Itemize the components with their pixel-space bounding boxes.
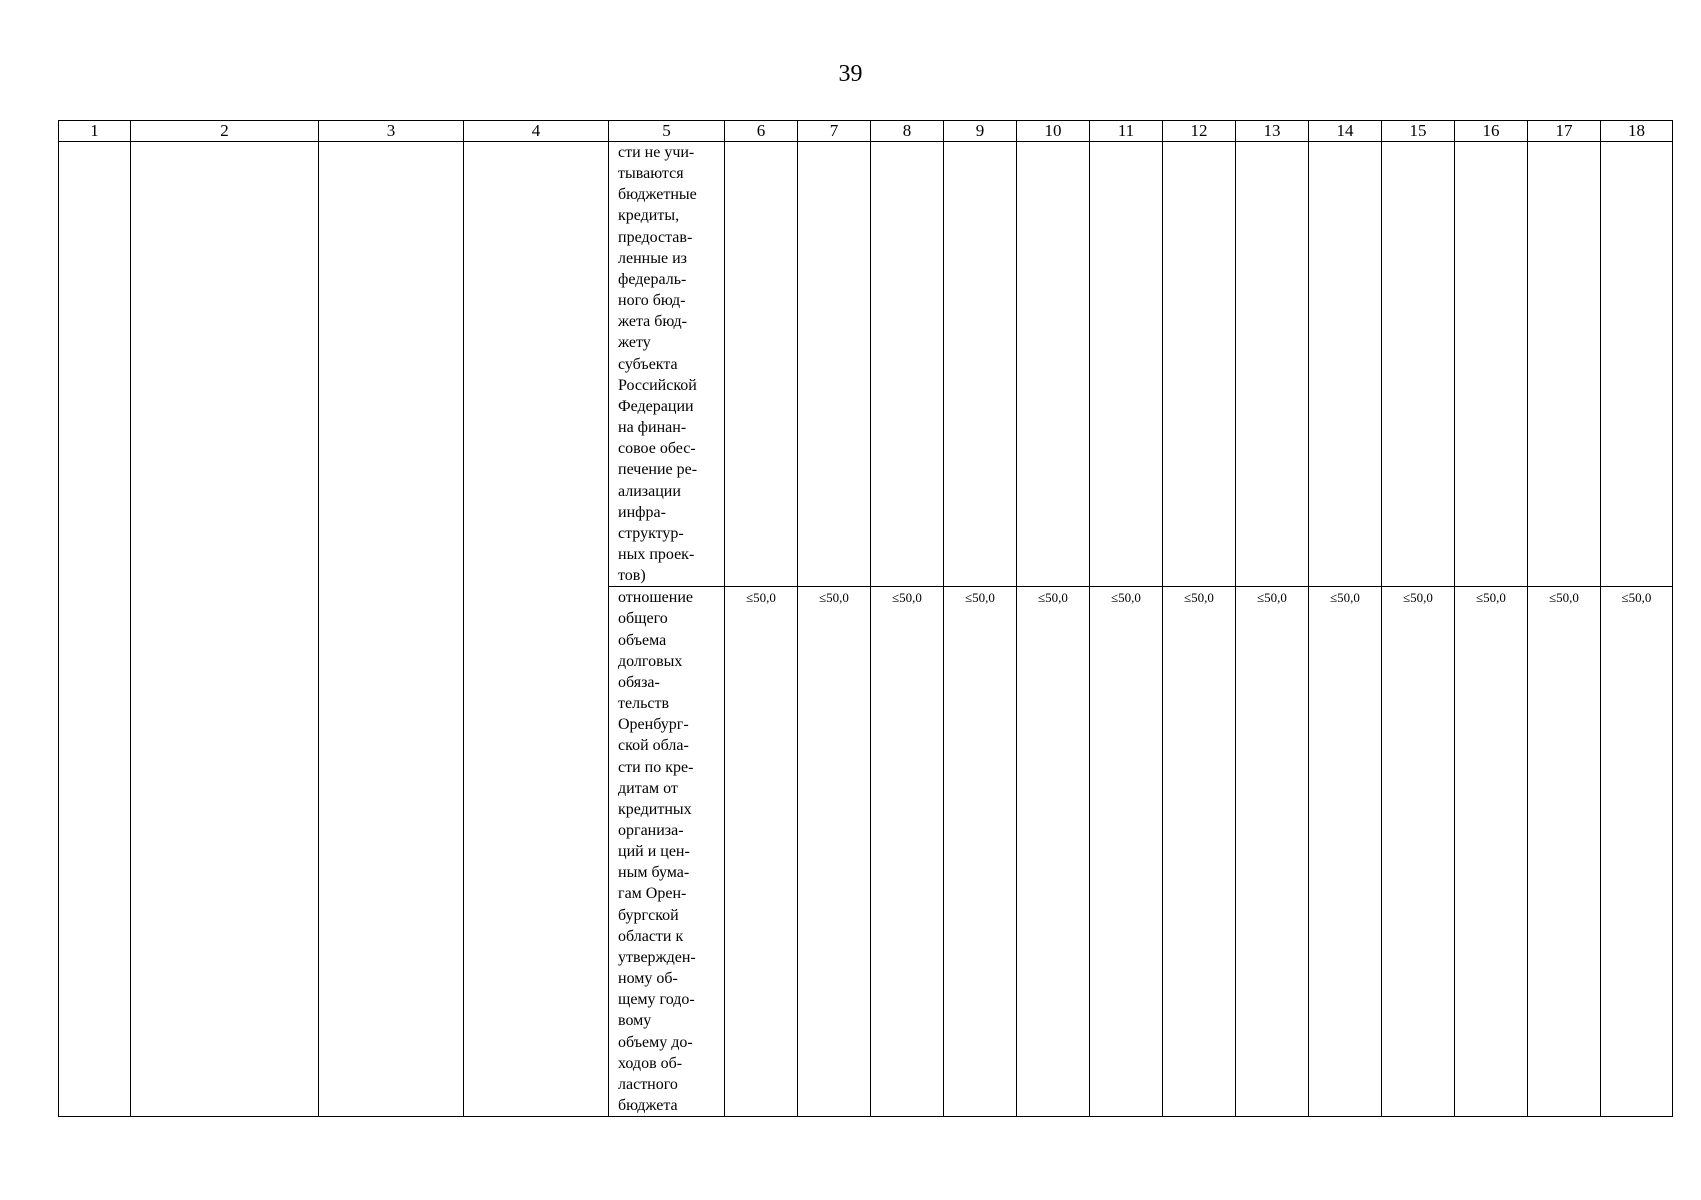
value-cell [1017, 142, 1090, 587]
text-line: объема [618, 631, 667, 649]
table-cell-empty [319, 142, 464, 1117]
text-line: утвержден- [618, 948, 696, 966]
value-cell: ≤50,0 [1528, 587, 1601, 1117]
column-header: 2 [131, 121, 319, 142]
column-header: 14 [1309, 121, 1382, 142]
value-cell: ≤50,0 [1017, 587, 1090, 1117]
value-cell [1382, 142, 1455, 587]
value-cell [1309, 142, 1382, 587]
text-line: инфра- [618, 503, 666, 521]
text-line: Оренбург- [618, 716, 689, 734]
text-line: тов) [618, 567, 646, 585]
value-cell: ≤50,0 [944, 587, 1017, 1117]
value-cell: ≤50,0 [1455, 587, 1528, 1117]
page-number: 39 [838, 61, 863, 87]
text-line: субъекта [618, 355, 678, 373]
text-line: ным бума- [618, 864, 690, 882]
column-header: 11 [1090, 121, 1163, 142]
value-cell: ≤50,0 [1601, 587, 1673, 1117]
text-line: совое обес- [618, 440, 696, 458]
text-line: на финан- [618, 419, 687, 437]
column-header: 6 [725, 121, 798, 142]
table-row [59, 142, 1673, 587]
text-line: тываются [618, 165, 684, 183]
text-line: ходов об- [618, 1054, 683, 1072]
text-line: организа- [618, 822, 684, 839]
value-cell [798, 142, 871, 587]
column-header: 15 [1382, 121, 1455, 142]
text-line: дитам от [618, 779, 678, 797]
text-line: ленные из [618, 249, 687, 267]
column-header: 4 [464, 121, 609, 142]
text-line: жету [618, 334, 651, 352]
text-line: ций и цен- [618, 843, 690, 861]
value-cell [725, 142, 798, 587]
column-header: 12 [1163, 121, 1236, 142]
column-header: 8 [871, 121, 944, 142]
text-line: ластного [618, 1075, 678, 1093]
text-line: бургской [618, 906, 679, 924]
column-header: 3 [319, 121, 464, 142]
text-line: объему до- [618, 1033, 693, 1051]
column-header: 18 [1601, 121, 1673, 142]
text-line: печение ре- [618, 461, 698, 479]
text-line: кредитных [618, 800, 692, 818]
column-header: 1 [59, 121, 131, 142]
text-line: сти не учи- [618, 144, 695, 161]
text-line: ного бюд- [618, 292, 686, 310]
value-cell: ≤50,0 [1309, 587, 1382, 1117]
column-header: 13 [1236, 121, 1309, 142]
indicator-text-cell [609, 587, 725, 1117]
text-line: бюджетные [618, 186, 697, 204]
value-cell [871, 142, 944, 587]
value-cell: ≤50,0 [798, 587, 871, 1117]
column-header: 17 [1528, 121, 1601, 142]
value-cell: ≤50,0 [871, 587, 944, 1117]
text-line: ской обла- [618, 737, 689, 755]
table-cell-empty [464, 142, 609, 1117]
text-line: вому [618, 1012, 652, 1030]
data-table [58, 120, 1673, 1117]
text-line: общего [618, 610, 668, 628]
column-header: 16 [1455, 121, 1528, 142]
column-header: 7 [798, 121, 871, 142]
table-cell-empty [59, 142, 131, 1117]
column-header: 9 [944, 121, 1017, 142]
text-line: Российской [618, 376, 697, 394]
text-line: ных проек- [618, 545, 695, 563]
header-row [59, 121, 1673, 142]
value-cell [1528, 142, 1601, 587]
text-line: бюджета [618, 1097, 678, 1115]
text-line: Федерации [618, 397, 694, 415]
text-line: жета бюд- [618, 313, 687, 331]
text-line: долговых [618, 652, 683, 670]
text-line: федераль- [618, 270, 687, 288]
column-header: 5 [609, 121, 725, 142]
table-cell-empty [131, 142, 319, 1117]
value-cell: ≤50,0 [1236, 587, 1309, 1117]
text-line: гам Орен- [618, 885, 687, 903]
value-cell: ≤50,0 [1090, 587, 1163, 1117]
text-line: структур- [618, 524, 684, 542]
value-cell [944, 142, 1017, 587]
value-cell: ≤50,0 [1382, 587, 1455, 1117]
text-line: сти по кре- [618, 758, 694, 776]
value-cell [1455, 142, 1528, 587]
text-line: отношение [618, 589, 693, 607]
value-cell [1236, 142, 1309, 587]
text-line: обяза- [618, 673, 660, 691]
column-header: 10 [1017, 121, 1090, 142]
value-cell [1090, 142, 1163, 587]
indicator-text-cell [609, 142, 725, 587]
text-line: ализации [618, 482, 681, 500]
text-line: кредиты, [618, 207, 680, 225]
text-line: области к [618, 927, 684, 945]
value-cell: ≤50,0 [1163, 587, 1236, 1117]
text-line: тельств [618, 695, 670, 713]
value-cell [1163, 142, 1236, 587]
value-cell [1601, 142, 1673, 587]
value-cell: ≤50,0 [725, 587, 798, 1117]
text-line: щему годо- [618, 991, 695, 1009]
text-line: ному об- [618, 970, 678, 988]
text-line: предостав- [618, 228, 693, 246]
